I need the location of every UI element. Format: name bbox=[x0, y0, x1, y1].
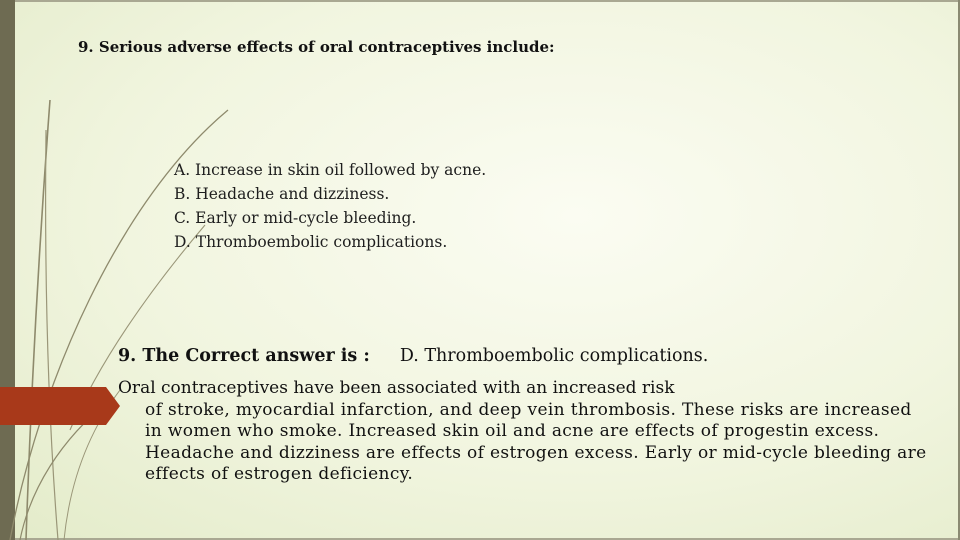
option-c: C. Early or mid-cycle bleeding. bbox=[174, 209, 417, 227]
answer-line bbox=[118, 346, 708, 366]
option-d: D. Thromboembolic complications. bbox=[174, 233, 448, 251]
question-title: 9. Serious adverse effects of oral contraceptives include: bbox=[78, 38, 555, 56]
answer-label: 9. The Correct answer is : bbox=[118, 346, 370, 366]
arrow-accent-icon bbox=[0, 387, 120, 425]
option-a: A. Increase in skin oil followed by acne. bbox=[174, 161, 487, 179]
explanation bbox=[118, 378, 933, 486]
options-list bbox=[174, 158, 486, 254]
answer-value: D. Thromboembolic complications. bbox=[399, 346, 709, 366]
explanation-lead: Oral contraceptives have been associated with an increased risk bbox=[118, 378, 675, 398]
top-border bbox=[0, 0, 960, 2]
option-b: B. Headache and dizziness. bbox=[174, 185, 390, 203]
explanation-body: of stroke, myocardial infarction, and deep vein thrombosis. These risks are increased in women who smoke. Increased skin oil and acne are effects of progestin excess. Headache and dizziness are effects of estrogen excess. Early or mid-cycle bleeding are effects of estrogen deficiency. bbox=[145, 399, 927, 484]
left-accent-bar bbox=[0, 0, 15, 540]
